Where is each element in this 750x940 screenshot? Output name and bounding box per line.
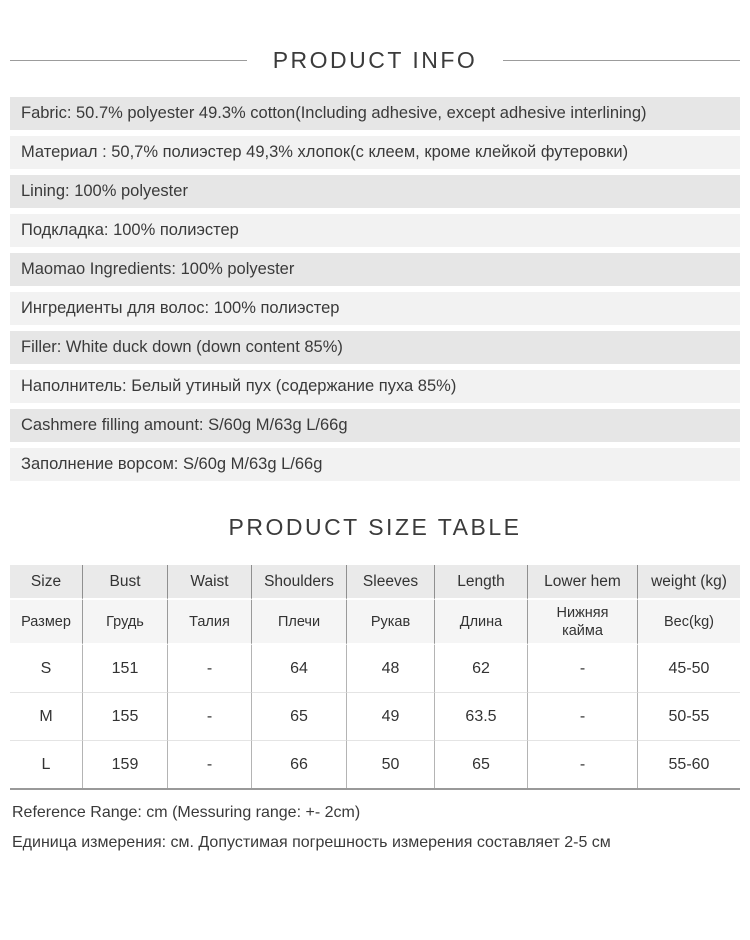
cell-lower-hem: - xyxy=(528,740,638,788)
cell-shoulders: 64 xyxy=(252,645,347,692)
title-left-rule xyxy=(10,60,247,61)
cell-lower-hem: - xyxy=(528,645,638,692)
size-row-s xyxy=(10,645,740,692)
size-table xyxy=(10,565,740,790)
size-table-header-en xyxy=(10,565,740,600)
header-length: Length xyxy=(435,565,528,600)
product-info-title-row xyxy=(10,47,740,74)
cell-shoulders: 65 xyxy=(252,692,347,740)
info-row-fur-ingredients-en: Maomao Ingredients: 100% polyester xyxy=(10,253,740,286)
info-row-fabric-en: Fabric: 50.7% polyester 49.3% cotton(Including adhesive, except adhesive interlining) xyxy=(10,97,740,130)
header-bust: Bust xyxy=(83,565,168,600)
header-size: Size xyxy=(10,565,83,600)
header-shoulders: Shoulders xyxy=(252,565,347,600)
cell-sleeves: 50 xyxy=(347,740,435,788)
product-info-list xyxy=(10,97,740,481)
size-table-header-ru xyxy=(10,600,740,645)
cell-size: M xyxy=(10,692,83,740)
info-row-lining-ru: Подкладка: 100% полиэстер xyxy=(10,214,740,247)
header-lower-hem: Lower hem xyxy=(528,565,638,600)
cell-length: 65 xyxy=(435,740,528,788)
product-description-page xyxy=(0,47,750,940)
cell-bust: 155 xyxy=(83,692,168,740)
header-sleeves: Sleeves xyxy=(347,565,435,600)
info-row-filler-en: Filler: White duck down (down content 85%) xyxy=(10,331,740,364)
cell-bust: 151 xyxy=(83,645,168,692)
header-shoulders-ru: Плечи xyxy=(252,600,347,645)
cell-length: 62 xyxy=(435,645,528,692)
header-lower-hem-ru: Нижняя кайма xyxy=(528,600,638,645)
size-row-l xyxy=(10,740,740,788)
info-row-fabric-ru: Материал : 50,7% полиэстер 49,3% хлопок(с клеем, кроме клейкой футеровки) xyxy=(10,136,740,169)
header-sleeves-ru: Рукав xyxy=(347,600,435,645)
header-bust-ru: Грудь xyxy=(83,600,168,645)
title-right-rule xyxy=(503,60,740,61)
size-table-title: PRODUCT SIZE TABLE xyxy=(228,514,522,540)
cell-shoulders: 66 xyxy=(252,740,347,788)
info-row-fur-ingredients-ru: Ингредиенты для волос: 100% полиэстер xyxy=(10,292,740,325)
cell-bust: 159 xyxy=(83,740,168,788)
header-waist-ru: Талия xyxy=(168,600,252,645)
product-info-title: PRODUCT INFO xyxy=(272,47,478,73)
cell-sleeves: 49 xyxy=(347,692,435,740)
size-row-m xyxy=(10,692,740,740)
header-weight-ru: Вес(kg) xyxy=(638,600,740,645)
cell-waist: - xyxy=(168,740,252,788)
cell-size: S xyxy=(10,645,83,692)
header-weight: weight (kg) xyxy=(638,565,740,600)
note-reference-range-ru: Единица измерения: см. Допустимая погрешность измерения составляет 2-5 см xyxy=(12,834,611,851)
cell-size: L xyxy=(10,740,83,788)
cell-waist: - xyxy=(168,692,252,740)
note-reference-range-en: Reference Range: cm (Messuring range: +- 2cm) xyxy=(12,804,361,821)
cell-sleeves: 48 xyxy=(347,645,435,692)
header-size-ru: Размер xyxy=(10,600,83,645)
cell-waist: - xyxy=(168,645,252,692)
header-length-ru: Длина xyxy=(435,600,528,645)
cell-lower-hem: - xyxy=(528,692,638,740)
header-waist: Waist xyxy=(168,565,252,600)
info-row-filling-amount-en: Cashmere filling amount: S/60g M/63g L/66g xyxy=(10,409,740,442)
cell-weight: 55-60 xyxy=(638,740,740,788)
measurement-notes xyxy=(12,802,750,854)
info-row-filler-ru: Наполнитель: Белый утиный пух (содержание пуха 85%) xyxy=(10,370,740,403)
info-row-filling-amount-ru: Заполнение ворсом: S/60g M/63g L/66g xyxy=(10,448,740,481)
cell-length: 63.5 xyxy=(435,692,528,740)
cell-weight: 50-55 xyxy=(638,692,740,740)
info-row-lining-en: Lining: 100% polyester xyxy=(10,175,740,208)
cell-weight: 45-50 xyxy=(638,645,740,692)
